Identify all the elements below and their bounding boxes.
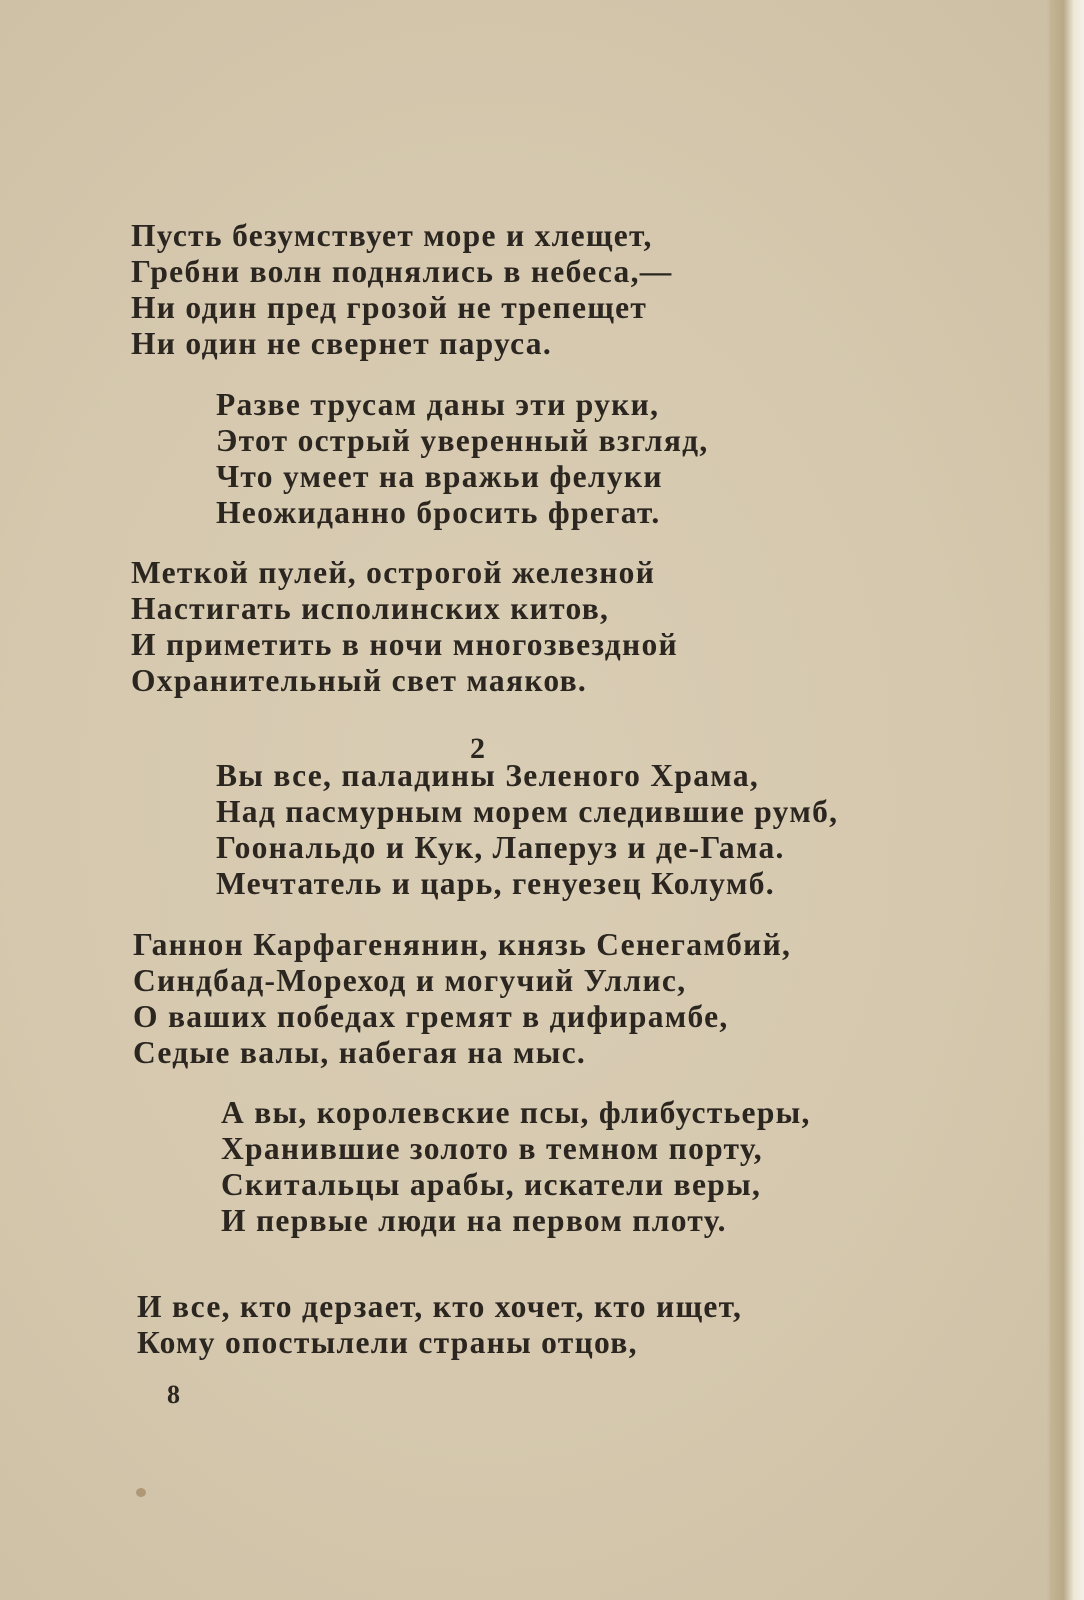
- poem-line: Ни один не свернет паруса.: [131, 326, 553, 361]
- poem-line: Вы все, паладины Зеленого Храма,: [216, 758, 760, 793]
- section-number: 2: [470, 732, 485, 765]
- poem-line: Мечтатель и царь, генуезец Колумб.: [216, 866, 775, 901]
- page-number: 8: [167, 1380, 180, 1409]
- stanza-5: [133, 927, 791, 1071]
- poem-line: Синдбад-Мореход и могучий Уллис,: [133, 963, 687, 998]
- poem-line: Пусть безумствует море и хлещет,: [131, 218, 653, 253]
- stanza-3: [131, 555, 678, 699]
- poem-line: Неожиданно бросить фрегат.: [216, 495, 661, 530]
- poem-line: И первые люди на первом плоту.: [221, 1203, 727, 1238]
- poem-line: Седые валы, набегая на мыс.: [133, 1035, 587, 1070]
- poem-line: Разве трусам даны эти руки,: [216, 387, 660, 422]
- poem-line: Хранившие золото в темном порту,: [221, 1131, 763, 1166]
- poem-line: Ни один пред грозой не трепещет: [131, 290, 648, 325]
- poem-line: Скитальцы арабы, искатели веры,: [221, 1167, 762, 1202]
- stanza-4: [216, 758, 838, 902]
- poem-line: Меткой пулей, острогой железной: [131, 555, 656, 590]
- poem-line: Гребни волн поднялись в небеса,—: [131, 254, 673, 289]
- poem-line: Над пасмурным морем следившие румб,: [216, 794, 839, 829]
- stanza-6: [221, 1095, 811, 1239]
- poem-line: Гоональдо и Кук, Лаперуз и де-Гама.: [216, 830, 785, 865]
- stanza-7: [137, 1289, 742, 1361]
- page-edge: [1050, 0, 1084, 1600]
- paper-stain: [136, 1488, 146, 1497]
- stanza-2: [216, 387, 709, 531]
- poem-line: И приметить в ночи многозвездной: [131, 627, 678, 662]
- stanza-1: [131, 218, 673, 362]
- poem-line: Кому опостылели страны отцов,: [137, 1325, 638, 1360]
- poem-line: И все, кто дерзает, кто хочет, кто ищет,: [137, 1289, 743, 1324]
- poem-line: О ваших победах гремят в дифирамбе,: [133, 999, 729, 1034]
- poem-line: Охранительный свет маяков.: [131, 663, 588, 698]
- poem-line: А вы, королевские псы, флибустьеры,: [221, 1095, 811, 1130]
- poem-line: Ганнон Карфагенянин, князь Сенегамбий,: [133, 927, 792, 962]
- poem-line: Что умеет на вражьи фелуки: [216, 459, 663, 494]
- poem-line: Этот острый уверенный взгляд,: [216, 423, 709, 458]
- poem-line: Настигать исполинских китов,: [131, 591, 610, 626]
